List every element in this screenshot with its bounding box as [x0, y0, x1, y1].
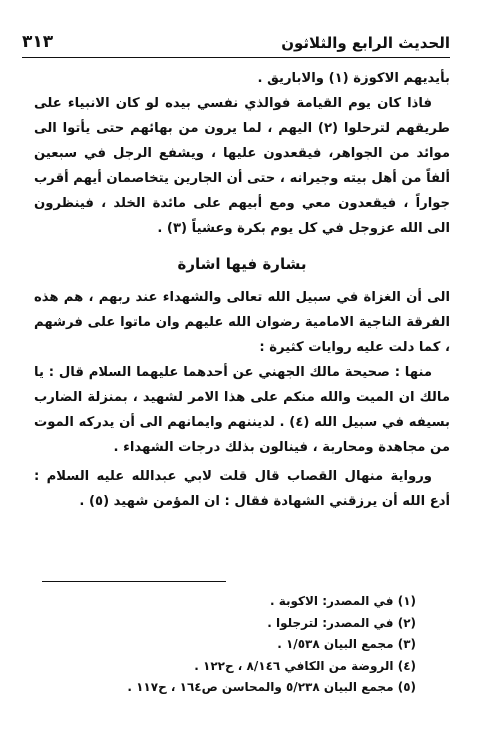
footnote-3: (٣) مجمع البيان ١/٥٣٨ .: [277, 637, 416, 651]
paragraph-opening: بأيديهم الاكوزة (١) والاباريق .: [257, 71, 450, 86]
footnote-divider: [42, 581, 226, 582]
footnote-2: (٢) في المصدر: لترجلوا .: [267, 615, 416, 630]
page-body: [34, 66, 450, 514]
page-header: [22, 22, 450, 52]
footnote-1: (١) في المصدر: الاكوبة .: [269, 594, 416, 608]
footnotes: [42, 591, 450, 699]
running-title: الحديث الرابع والثلاثون: [281, 34, 450, 52]
footnote-5: (٥) مجمع البيان ٥/٢٣٨ والمحاسن ص١٦٤ ، ح١١٧ .: [127, 680, 416, 694]
page-number: ٣١٣: [22, 32, 54, 52]
header-divider: [22, 57, 450, 58]
paragraph-glad-tidings: الى أن الغزاة في سبيل الله تعالى والشهداء عند ربهم ، هم هذه الفرقة الناجية الامامية رضوان الله عليهم وان ماتوا على فرشهم ، كما دلت عليه روايات كثيرة :: [34, 290, 450, 355]
paragraph-resurrection: فاذا كان يوم القيامة فوالذي نفسي بيده لو كان الانبياء على طريقهم لترحلوا (٢) اليهم ، لما يرون من بهائهم حتى يأتوا الى موائد من الجواهر، فيقعدون عليها ، ويشفع الرجل في سبعين ألفاً من أهل بيته وجيرانه ، حتى أن الجارين يتخاصمان أيهم أقرب جواراً ، فيقعدون معي ومع أبيهم على مائدة الخلد ، فينظرون الى الله عزوجل في كل يوم بكرة وعشياً (٣) .: [34, 96, 450, 236]
paragraph-minhal-narration: ورواية منهال القصاب قال قلت لابي عبدالله عليه السلام : أدع الله أن يرزقني الشهادة فقال : ان المؤمن شهيد (٥) .: [34, 469, 450, 509]
paragraph-malik-narration: منها : صحيحة مالك الجهني عن أحدهما عليهما السلام قال : يا مالك ان الميت والله منكم على هذا الامر لشهيد ، بمنزلة الضارب بسيفه في سبيل الله (٤) . لديننهم وايمانهم الى أن يدركه الموت من مجاهدة ومحاربة ، فينالون بذلك درجات الشهداء .: [34, 365, 450, 455]
section-heading: بشارة فيها اشارة: [177, 255, 307, 273]
footnote-4: (٤) الروضة من الكافي ٨/١٤٦ ، ح١٢٢ .: [194, 658, 416, 673]
